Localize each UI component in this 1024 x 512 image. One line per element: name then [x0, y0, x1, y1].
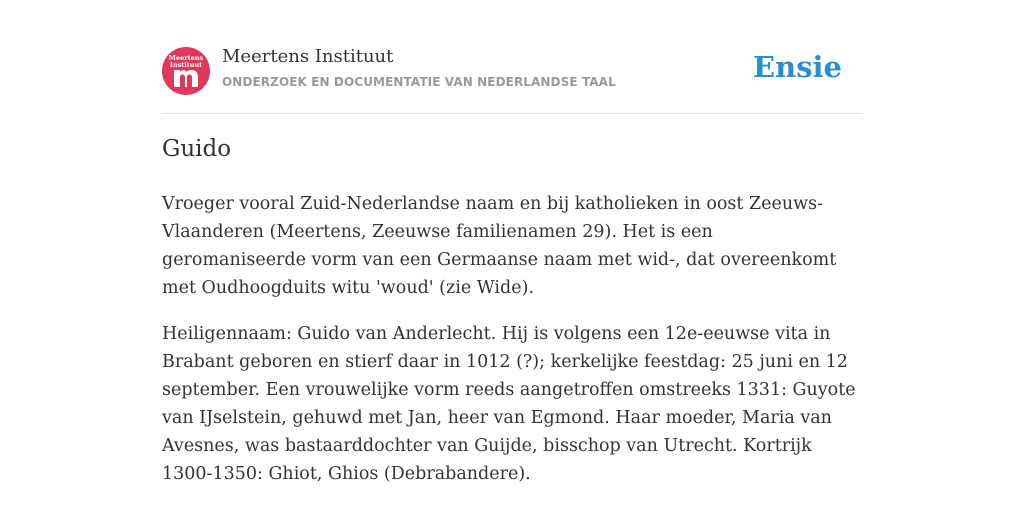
entry-title: Guido	[162, 136, 232, 162]
meertens-logo[interactable]	[162, 47, 210, 95]
ensie-brand-logo[interactable]: Ensie	[753, 50, 842, 84]
logo-m-icon	[172, 66, 200, 88]
entry-paragraph-2: Heiligennaam: Guido van Anderlecht. Hij is volgens een 12e-eeuwse vita in Brabant geboren en stierf daar in 1012 (?); kerkelijke feestdag: 25 juni en 12 september. Een vrouwelijke vorm reeds aangetroffen omstreeks 1331: Guyote van IJselstein, gehuwd met Jan, heer van Egmond. Haar moeder, Maria van Avesnes, was bastaarddochter van Guijde, bisschop van Utrecht. Kortrijk 1300-1350: Ghiot, Ghios (Debrabandere).	[162, 324, 856, 484]
organization-name[interactable]: Meertens Instituut	[222, 46, 394, 67]
logo-text-line2: Instituut	[169, 61, 203, 69]
organization-tagline: ONDERZOEK EN DOCUMENTATIE VAN NEDERLANDSE TAAL	[222, 75, 616, 89]
logo-text-line1: Meertens	[168, 54, 204, 62]
site-header	[162, 44, 862, 114]
entry-paragraph-1: Vroeger vooral Zuid-Nederlandse naam en bij katholieken in oost Zeeuws-Vlaanderen (Meertens, Zeeuwse familienamen 29). Het is een geromaniseerde vorm van een Germaanse naam met wid-, dat overeenkomt met Oudhoogduits witu 'woud' (zie Wide).	[162, 194, 837, 298]
entry-content	[162, 190, 862, 506]
